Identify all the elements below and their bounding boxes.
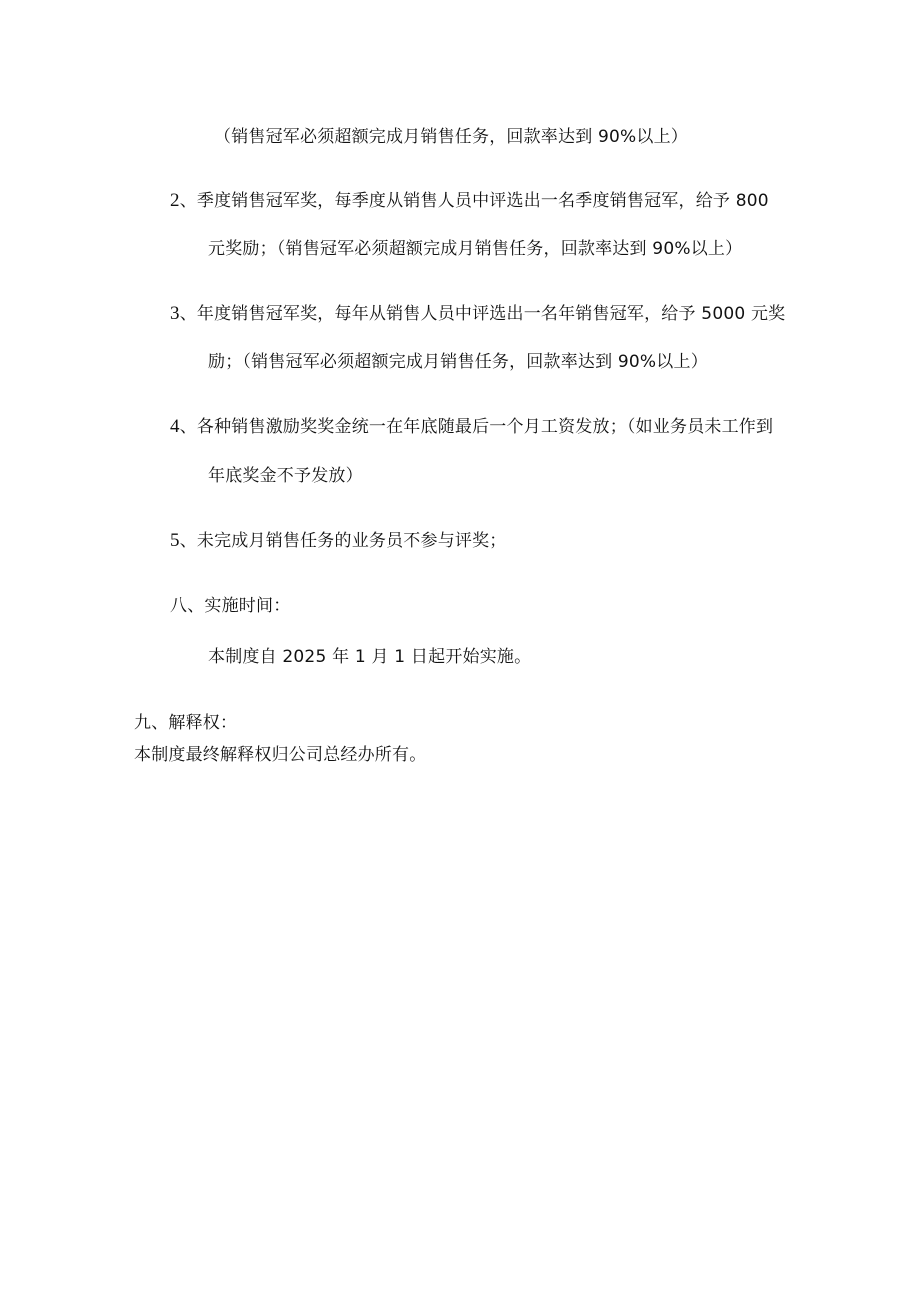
section8-body: 本制度自 2025 年 1 月 1 日起开始实施。	[208, 647, 532, 667]
item4-text: 、各种销售激励奖奖金统一在年底随最后一个月工资发放；（如业务员未工作到	[179, 417, 774, 437]
item2-number: 2	[170, 190, 180, 211]
item2-line1	[170, 190, 769, 212]
item4-line2: 年底奖金不予发放）	[208, 466, 363, 486]
item5-text: 、未完成月销售任务的业务员不参与评奖；	[179, 531, 507, 551]
section9-body: 本制度最终解释权归公司总经办所有。	[134, 745, 427, 765]
item4-number: 4	[170, 416, 180, 437]
item1-continuation: （销售冠军必须超额完成月销售任务，回款率达到 90%以上）	[214, 127, 688, 147]
item4-line1	[170, 416, 773, 438]
item5-line1	[170, 530, 507, 552]
item2-text: 、季度销售冠军奖，每季度从销售人员中评选出一名季度销售冠军，给予 800	[179, 191, 769, 211]
section8-heading: 八、实施时间：	[170, 596, 291, 616]
item2-line2: 元奖励；（销售冠军必须超额完成月销售任务，回款率达到 90%以上）	[208, 239, 743, 259]
item3-line1	[170, 303, 785, 325]
item3-line2: 励；（销售冠军必须超额完成月销售任务，回款率达到 90%以上）	[208, 352, 708, 372]
item3-text: 、年度销售冠军奖，每年从销售人员中评选出一名年销售冠军，给予 5000 元奖	[179, 304, 786, 324]
section9-heading: 九、解释权：	[134, 713, 238, 733]
item3-number: 3	[170, 303, 180, 324]
item5-number: 5	[170, 530, 180, 551]
